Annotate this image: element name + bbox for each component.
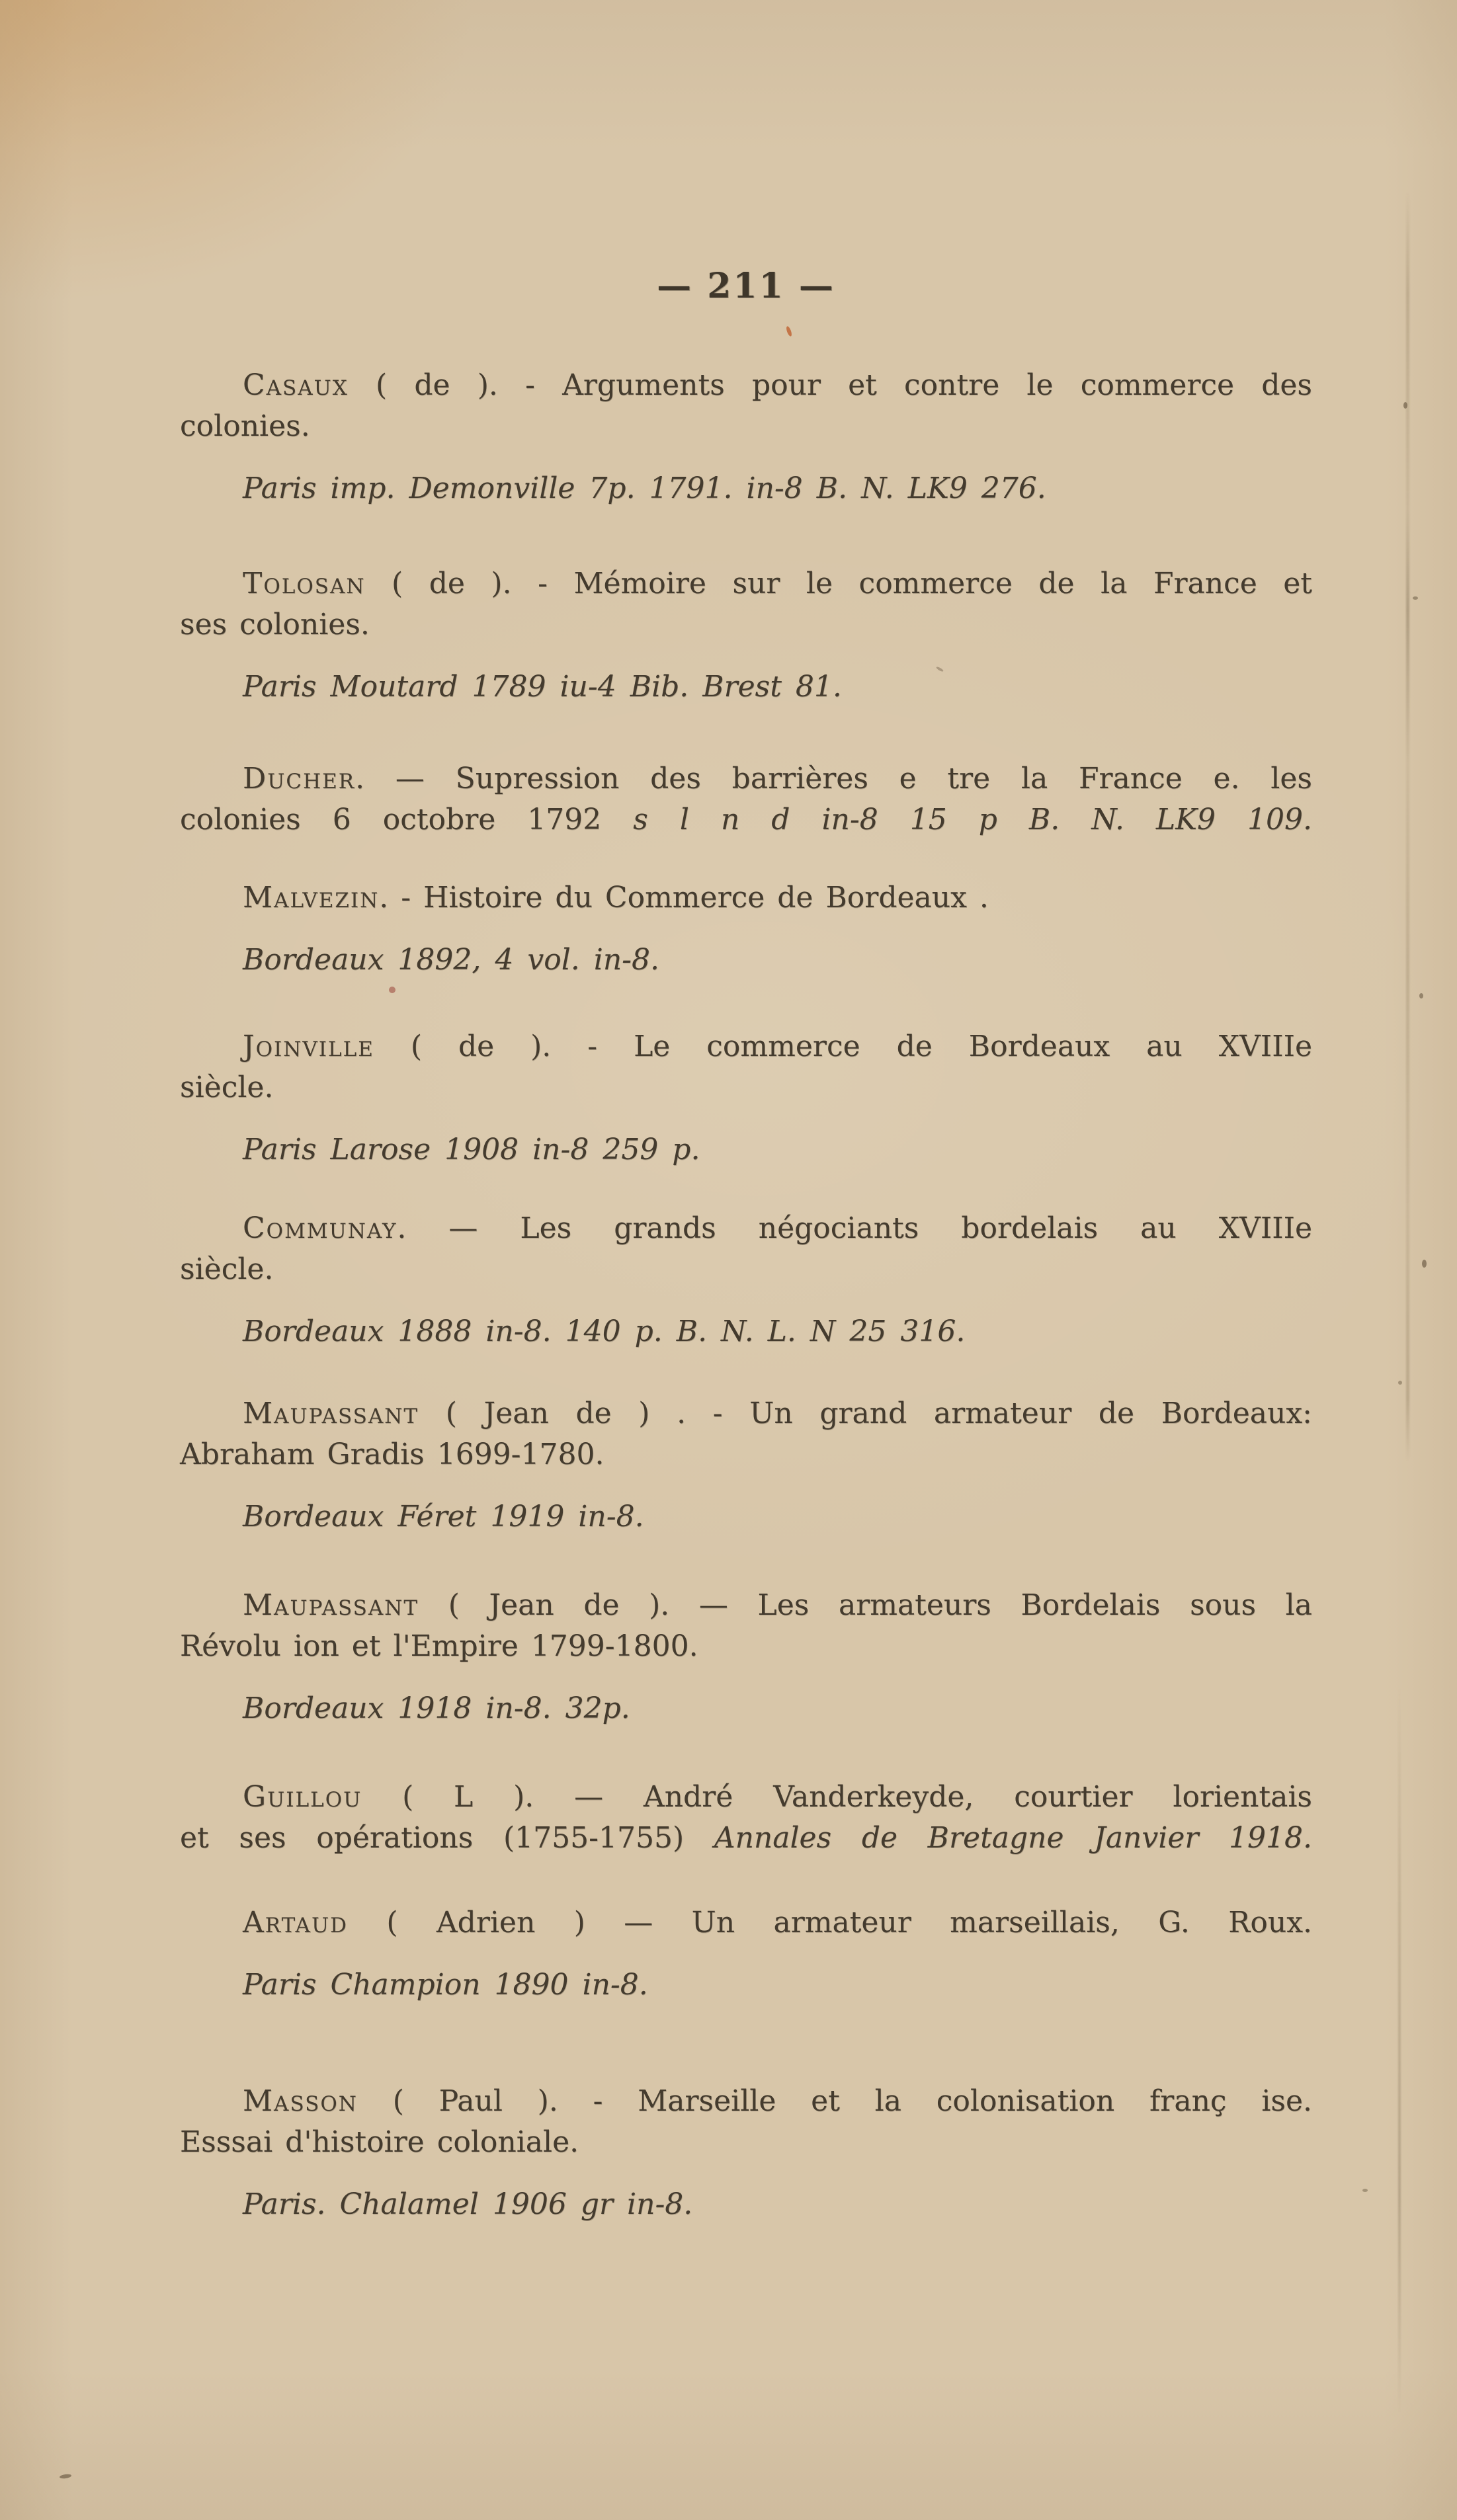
entry-text: siècle. [180,1252,274,1286]
author-name: Casaux [243,368,349,402]
entry-text: ( Jean de ). — Les armateurs Bordelais sous la [419,1588,1312,1622]
author-name: Ducher [243,762,356,795]
entry-line [180,1026,1312,1067]
entry-text: s l n d in-8 15 p B. N. LK9 109. [633,803,1312,836]
entry-line [180,1777,1312,1818]
entry-line [180,877,1312,918]
entry-text: Esssai d'histoire coloniale. [180,2125,579,2159]
bibliography-entry [180,563,1312,708]
page-number: — 211 — [657,266,835,306]
entry-line [180,604,1312,645]
publication-line: Paris. Chalamel 1906 gr in-8. [243,2187,693,2221]
entry-text: siècle. [180,1071,274,1104]
entry-text: ( de ). - Mémoire sur le commerce de la France et [365,567,1312,600]
author-name: Joinville [243,1030,374,1063]
author-name: Maupassant [243,1397,419,1430]
entry-line [180,365,1312,406]
author-name: Artaud [243,1906,348,1939]
entry-line [180,1067,1312,1108]
bibliography-entries [180,365,1312,2225]
entry-line [180,563,1312,604]
entry-line [180,2122,1312,2163]
paper-speck [1398,1381,1402,1385]
entry-line [180,1626,1312,1667]
entry-text: colonies. [180,409,310,443]
author-name: Masson [243,2084,358,2118]
entry-line [180,1818,1312,1859]
entry-text: ( Adrien ) — Un armateur marseillais, G. Roux. [347,1906,1312,1939]
entry-line [180,1249,1312,1290]
entry-line [180,406,1312,447]
author-name: Communay [243,1211,397,1245]
entry-text: ( Jean de ) . - Un grand armateur de Bordeaux: [419,1397,1312,1430]
paper-speck [785,325,792,337]
publication-line: Paris Moutard 1789 iu-4 Bib. Brest 81. [243,670,842,704]
publication-line: Paris imp. Demonville 7p. 1791. in-8 B. N. LK9 276. [243,471,1046,505]
bibliography-entry [180,1208,1312,1352]
bibliography-entry [180,1393,1312,1537]
bibliography-entry [180,1777,1312,1859]
entry-text: Abraham Gradis 1699-1780. [180,1438,604,1471]
entry-line [180,2081,1312,2122]
entry-text: . - Histoire du Commerce de Bordeaux . [379,881,989,915]
entry-text: Révolu ion et l'Empire 1799-1800. [180,1629,698,1663]
entry-text: ( L ). — André Vanderkeyde, courtier lorientais [362,1780,1312,1814]
publication-line: Paris Larose 1908 in-8 259 p. [243,1133,700,1166]
bibliography-entry [180,365,1312,509]
entry-text: ses colonies. [180,608,370,641]
publication-line: Paris Champion 1890 in-8. [243,1968,648,2002]
entry-line [180,799,1312,840]
bibliography-entry [180,1026,1312,1170]
bibliography-entry [180,758,1312,840]
scan-crease-lower [1398,1686,1401,2414]
bibliography-entry [180,1585,1312,1729]
entry-text: ( de ). - Arguments pour et contre le commerce des [348,368,1312,402]
entry-text: ( de ). - Le commerce de Bordeaux au XVIIIe [374,1030,1312,1063]
paper-speck [1403,402,1407,409]
entry-text: Annales de Bretagne Janvier 1918. [714,1821,1313,1855]
bibliography-entry [180,1902,1312,2006]
entry-text: . — Les grands négociants bordelais au XVIIIe [397,1211,1312,1245]
bibliography-entry [180,2081,1312,2225]
publication-line: Bordeaux 1918 in-8. 32p. [243,1691,630,1725]
paper-speck [1362,2189,1368,2192]
entry-text: ( Paul ). - Marseille et la colonisation franç ise. [357,2084,1312,2118]
scan-crease [1406,192,1409,1461]
paper-speck [60,2474,72,2479]
author-name: Malvezin [243,881,380,915]
author-name: Guillou [243,1780,362,1814]
publication-line: Bordeaux 1892, 4 vol. in-8. [243,943,660,977]
author-name: Tolosan [243,567,366,600]
entry-line [180,1585,1312,1626]
entry-line [180,1902,1312,1943]
paper-speck [1422,1260,1427,1268]
entry-text: colonies 6 octobre 1792 [180,803,634,836]
author-name: Maupassant [243,1588,419,1622]
entry-line [180,1434,1312,1475]
paper-speck [1419,993,1423,998]
entry-text: et ses opérations (1755-1755) [180,1821,714,1855]
publication-line: Bordeaux Féret 1919 in-8. [243,1500,644,1533]
paper-speck [389,987,395,993]
paper-speck [1413,596,1418,600]
entry-line [180,1208,1312,1249]
publication-line: Bordeaux 1888 in-8. 140 p. B. N. L. N 25 316. [243,1315,966,1348]
entry-line [180,1393,1312,1434]
entry-text: . — Supression des barrières e tre la France e. les [355,762,1312,795]
bibliography-entry [180,877,1312,981]
entry-line [180,758,1312,799]
